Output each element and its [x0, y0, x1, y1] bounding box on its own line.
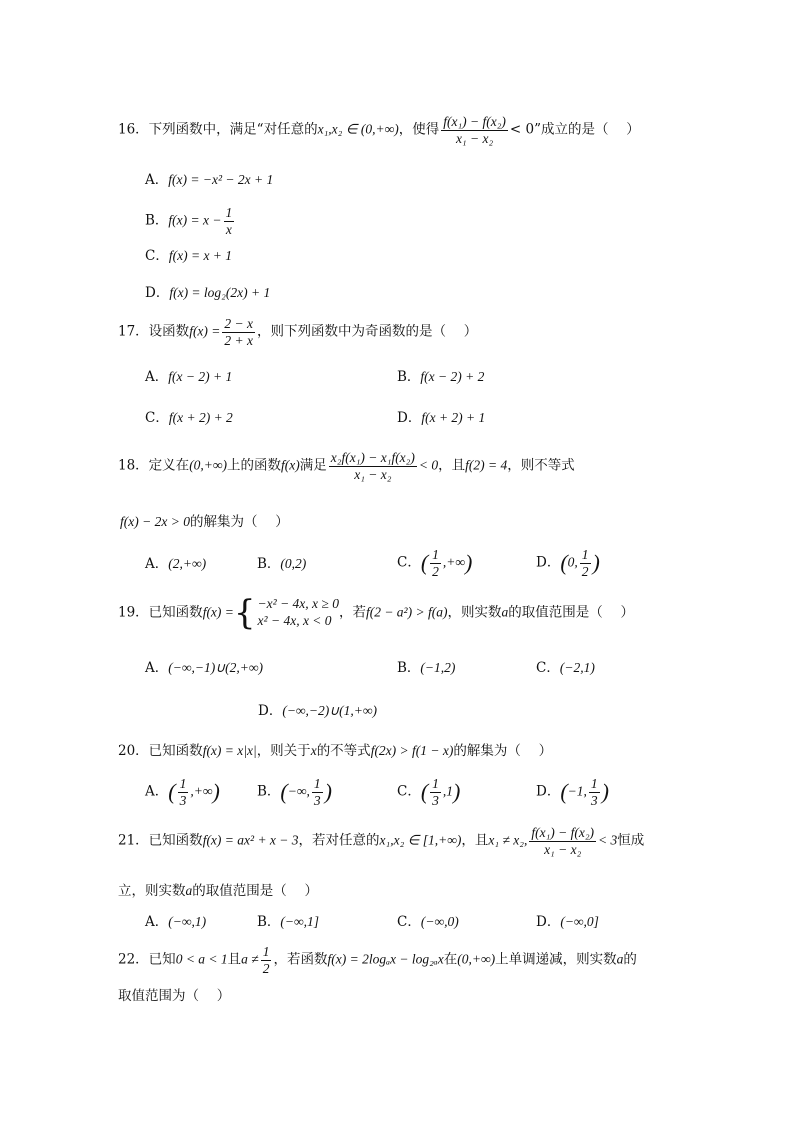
- q16-opt-a-label: A．: [145, 172, 169, 188]
- q20-stem-ineq: f(2x) > f(1 − x): [370, 743, 454, 758]
- q16-option-c: [145, 248, 232, 264]
- q19-option-b: [397, 660, 455, 676]
- q20-stem-func: f(x) = x|x|: [202, 743, 257, 758]
- q21-opt-d-math: (−∞,0]: [560, 914, 599, 929]
- q20-opt-d-fraction: [589, 776, 600, 808]
- q16-opt-b-num: 1: [225, 205, 233, 220]
- q20-opt-c-den: 3: [432, 792, 439, 808]
- q18-stem-text5: ，则不等式: [507, 457, 575, 474]
- q17-opt-a-label: A．: [145, 369, 169, 385]
- q17-opt-c-math: f(x + 2) + 2: [168, 410, 233, 425]
- q21-opt-b-math: (−∞,1]: [280, 914, 320, 929]
- q17-opt-b-math: f(x − 2) + 2: [420, 369, 485, 384]
- q21-line2-text: 立，则实数: [118, 883, 186, 899]
- q17-fraction: [222, 316, 255, 348]
- q19-option-a: [145, 660, 263, 676]
- q16-stem-text: 16．下列函数中，满足“对任意的: [118, 121, 318, 138]
- q18-option-a: [145, 556, 206, 572]
- q16-stem-domain: x₁,x₂ ∈ (0,+∞): [317, 121, 399, 137]
- q21-stem-text: 21．已知函数: [118, 832, 203, 849]
- q22-line2-text: 取值范围为（ ）: [118, 988, 231, 1004]
- q18-line2-text: 的解集为（ ）: [189, 514, 289, 530]
- q22-stem-var: a: [616, 951, 624, 967]
- q22-stem-text2: 且: [227, 951, 242, 968]
- q18-opt-c-label: C．: [397, 554, 421, 571]
- q17-stem-text: 17．设函数: [118, 323, 190, 340]
- q20-opt-a-fraction: [178, 776, 189, 808]
- q21-option-a: [145, 914, 206, 930]
- q19-stem-var: a: [501, 604, 509, 620]
- q18-stem-text3: 满足: [299, 457, 327, 474]
- q21-option-d: [536, 914, 599, 930]
- q18-stem-ineq: < 0: [418, 457, 439, 473]
- q20-opt-d-head: −1,: [567, 783, 587, 799]
- q22-frac-num: 1: [262, 944, 270, 959]
- q21-stem: [118, 825, 644, 857]
- q21-frac-den: x₁ − x₂: [544, 841, 582, 857]
- q20-opt-d-num: 1: [590, 776, 598, 791]
- q18-fraction: [329, 450, 417, 482]
- q20-stem-text3: 的不等式: [316, 743, 371, 759]
- q18-opt-d-num: 1: [581, 547, 589, 562]
- q18-stem-func: f(x): [281, 457, 300, 473]
- q16-opt-d-label: D．: [145, 285, 170, 301]
- q18-stem-text2: 上的函数: [227, 457, 282, 474]
- q19-option-d: [258, 703, 377, 719]
- q21-frac-num: f(x₁) − f(x₂): [531, 825, 595, 840]
- q18-stem: [118, 450, 575, 482]
- q18-opt-c-fraction: [430, 547, 441, 579]
- q22-stem-text: 22．已知: [118, 951, 176, 968]
- q18-opt-b-label: B．: [257, 556, 281, 572]
- q16-frac-num: f(x₁) − f(x₂): [443, 114, 506, 129]
- q21-line2-text2: 的取值范围是（ ）: [192, 883, 319, 899]
- q16-option-b: [145, 205, 236, 237]
- q19-stem: [118, 593, 635, 633]
- q18-opt-b-math: (0,2): [280, 556, 307, 571]
- q22-frac-den: 2: [262, 960, 270, 976]
- q22-stem-cond1: 0 < a < 1: [175, 951, 228, 967]
- q19-opt-c-math: (−2,1): [559, 660, 595, 675]
- q20-stem-text4: 的解集为（ ）: [453, 743, 553, 759]
- q20-opt-a-num: 1: [179, 776, 187, 791]
- q22-stem-domain: (0,+∞): [457, 951, 496, 967]
- q22-stem-func: f(x) = 2logₐx − log₂ₐx: [327, 951, 444, 967]
- q19-stem-text4: 的取值范围是（ ）: [508, 604, 635, 621]
- q18-opt-d-fraction: [580, 547, 591, 579]
- q17-opt-d-label: D．: [397, 410, 422, 426]
- q19-piecewise: [233, 593, 339, 633]
- q19-stem-text2: ，若: [338, 604, 366, 621]
- q19-opt-a-label: A．: [145, 660, 169, 676]
- q19-stem-text: 19．已知函数: [118, 604, 203, 621]
- q18-opt-d-head: 0,: [567, 554, 578, 570]
- q21-stem-line2: [118, 883, 318, 899]
- q20-option-d: D．(−1, $\frac{1}{3}$ ): [536, 776, 609, 808]
- q17-stem: [118, 316, 477, 348]
- q16-stem-text2: ，使得: [398, 121, 440, 138]
- q18-stem-line2: [120, 514, 289, 530]
- q16-fraction: [441, 114, 508, 146]
- q20-opt-a-tail: ,+∞: [190, 783, 213, 799]
- q19-opt-d-label: D．: [258, 703, 283, 719]
- q20-stem-text: 20．已知函数: [118, 743, 203, 759]
- q21-opt-b-label: B．: [257, 914, 281, 930]
- q16-opt-d-math: f(x) = log₂(2x) + 1: [169, 285, 271, 300]
- q19-case-1: −x² − 4x, x ≥ 0: [257, 596, 339, 612]
- q19-opt-a-math: (−∞,−1)∪(2,+∞): [168, 660, 263, 675]
- q21-stem-text2: ，若对任意的: [298, 832, 380, 849]
- q20-opt-c-fraction: [430, 776, 441, 808]
- q18-stem-cond: f(2) = 4: [465, 457, 508, 473]
- q22-stem-cond2: a ≠: [241, 951, 259, 967]
- q19-stem-text3: ，则实数: [447, 604, 502, 621]
- q17-opt-d-math: f(x + 2) + 1: [421, 410, 486, 425]
- q19-stem-func: f(x) =: [202, 604, 234, 620]
- q21-option-c: [397, 914, 459, 930]
- q20-opt-d-den: 3: [590, 792, 598, 808]
- q18-opt-c-num: 1: [432, 547, 439, 562]
- q21-line2-var: a: [185, 883, 193, 898]
- q17-stem-func: f(x) =: [189, 323, 221, 339]
- q20-opt-c-label: C．: [397, 783, 421, 800]
- q16-stem-text3: < 0”成立的是（ ）: [509, 121, 640, 138]
- q18-stem-text4: ，且: [438, 457, 466, 474]
- q16-option-d: [145, 285, 270, 301]
- q17-opt-c-label: C．: [145, 410, 169, 426]
- q21-opt-a-math: (−∞,1): [168, 914, 207, 929]
- q19-opt-d-math: (−∞,−2)∪(1,+∞): [282, 703, 378, 718]
- q20-opt-a-label: A．: [145, 783, 169, 800]
- q21-stem-domain: x₁,x₂ ∈ [1,+∞): [379, 832, 462, 848]
- q20-opt-b-fraction: [312, 776, 323, 808]
- q17-frac-den: 2 + x: [224, 332, 254, 348]
- q17-opt-a-math: f(x − 2) + 1: [168, 369, 233, 384]
- q18-line2-math: f(x) − 2x > 0: [120, 514, 190, 529]
- q20-opt-b-den: 3: [313, 792, 321, 808]
- q17-option-d: [397, 410, 485, 426]
- q20-stem: [118, 743, 552, 759]
- q18-frac-den: x₁ − x₂: [354, 466, 392, 482]
- q16-opt-b-label: B．: [145, 212, 169, 229]
- q18-opt-c-den: 2: [432, 563, 439, 579]
- q20-opt-b-num: 1: [313, 776, 321, 791]
- q22-stem-line2: [118, 988, 230, 1004]
- q18-stem-domain: (0,+∞): [189, 457, 228, 473]
- q21-stem-text3: ，且: [461, 832, 489, 849]
- q16-opt-b-math: f(x) = x −: [168, 212, 222, 228]
- q22-stem-text4: 在: [443, 951, 458, 968]
- q18-opt-d-label: D．: [536, 554, 561, 571]
- q20-opt-d-label: D．: [536, 783, 561, 800]
- q16-frac-den: x₁ − x₂: [455, 130, 494, 146]
- q20-opt-a-den: 3: [179, 792, 187, 808]
- q16-opt-a-math: f(x) = −x² − 2x + 1: [168, 172, 274, 187]
- q22-stem-text5: 上单调递减，则实数: [495, 951, 617, 968]
- q16-option-a: [145, 172, 273, 188]
- q17-option-c: [145, 410, 233, 426]
- q20-option-a: A．( $\frac{1}{3}$ ,+∞): [145, 776, 220, 808]
- q20-option-b: B．(−∞, $\frac{1}{3}$ ): [257, 776, 332, 808]
- q20-stem-var: x: [310, 743, 317, 758]
- q18-option-c: C．( $\frac{1}{2}$ ,+∞): [397, 547, 473, 579]
- q21-stem-text4: 恒成: [617, 832, 645, 849]
- q18-opt-d-den: 2: [581, 563, 589, 579]
- q19-opt-c-label: C．: [536, 660, 560, 676]
- q21-fraction: [529, 825, 596, 857]
- q18-option-b: [257, 556, 306, 572]
- q19-opt-b-math: (−1,2): [420, 660, 456, 675]
- q21-opt-c-label: C．: [397, 914, 421, 930]
- q21-opt-a-label: A．: [145, 914, 169, 930]
- q20-opt-c-tail: ,1: [442, 783, 454, 799]
- q17-frac-num: 2 − x: [224, 316, 254, 331]
- q21-stem-func: f(x) = ax² + x − 3: [202, 832, 299, 848]
- q17-opt-b-label: B．: [397, 369, 421, 385]
- q21-option-b: [257, 914, 319, 930]
- q16-opt-b-fraction: [224, 205, 235, 237]
- q20-stem-text2: ，则关于: [256, 743, 311, 759]
- q16-opt-b-den: x: [225, 221, 232, 237]
- q19-stem-ineq: f(2 − a²) > f(a): [365, 604, 448, 620]
- q19-option-c: [536, 660, 595, 676]
- q21-stem-ineq: < 3: [598, 832, 618, 848]
- q22-fraction: [261, 944, 272, 976]
- q17-option-a: [145, 369, 232, 385]
- q16-opt-c-math: f(x) = x + 1: [168, 248, 233, 263]
- q21-opt-c-math: (−∞,0): [420, 914, 459, 929]
- q16-opt-c-label: C．: [145, 248, 169, 264]
- q20-option-c: C．( $\frac{1}{3}$ ,1): [397, 776, 461, 808]
- q18-opt-c-tail: ,+∞: [442, 554, 466, 570]
- q20-opt-c-num: 1: [432, 776, 439, 791]
- q21-opt-d-label: D．: [536, 914, 561, 930]
- q18-opt-a-math: (2,+∞): [168, 556, 207, 571]
- q22-stem: [118, 944, 637, 976]
- q19-case-2: x² − 4x, x < 0: [257, 613, 332, 628]
- q20-opt-b-label: B．: [257, 783, 281, 800]
- q22-stem-text6: 的: [623, 951, 637, 968]
- q20-opt-b-head: −∞,: [287, 783, 310, 799]
- q17-stem-text2: ，则下列函数中为奇函数的是（ ）: [257, 323, 478, 340]
- q18-stem-text: 18．定义在: [118, 457, 190, 474]
- q17-option-b: [397, 369, 484, 385]
- q19-brace: {: [233, 593, 256, 633]
- q22-stem-text3: ，若函数: [273, 951, 328, 968]
- q21-stem-neq: x₁ ≠ x₂,: [488, 832, 528, 848]
- q18-frac-num: x₂f(x₁) − x₁f(x₂): [330, 450, 415, 465]
- q18-option-d: D．(0, $\frac{1}{2}$ ): [536, 547, 600, 579]
- q18-opt-a-label: A．: [145, 556, 169, 572]
- q16-stem: [118, 114, 640, 146]
- q19-opt-b-label: B．: [397, 660, 421, 676]
